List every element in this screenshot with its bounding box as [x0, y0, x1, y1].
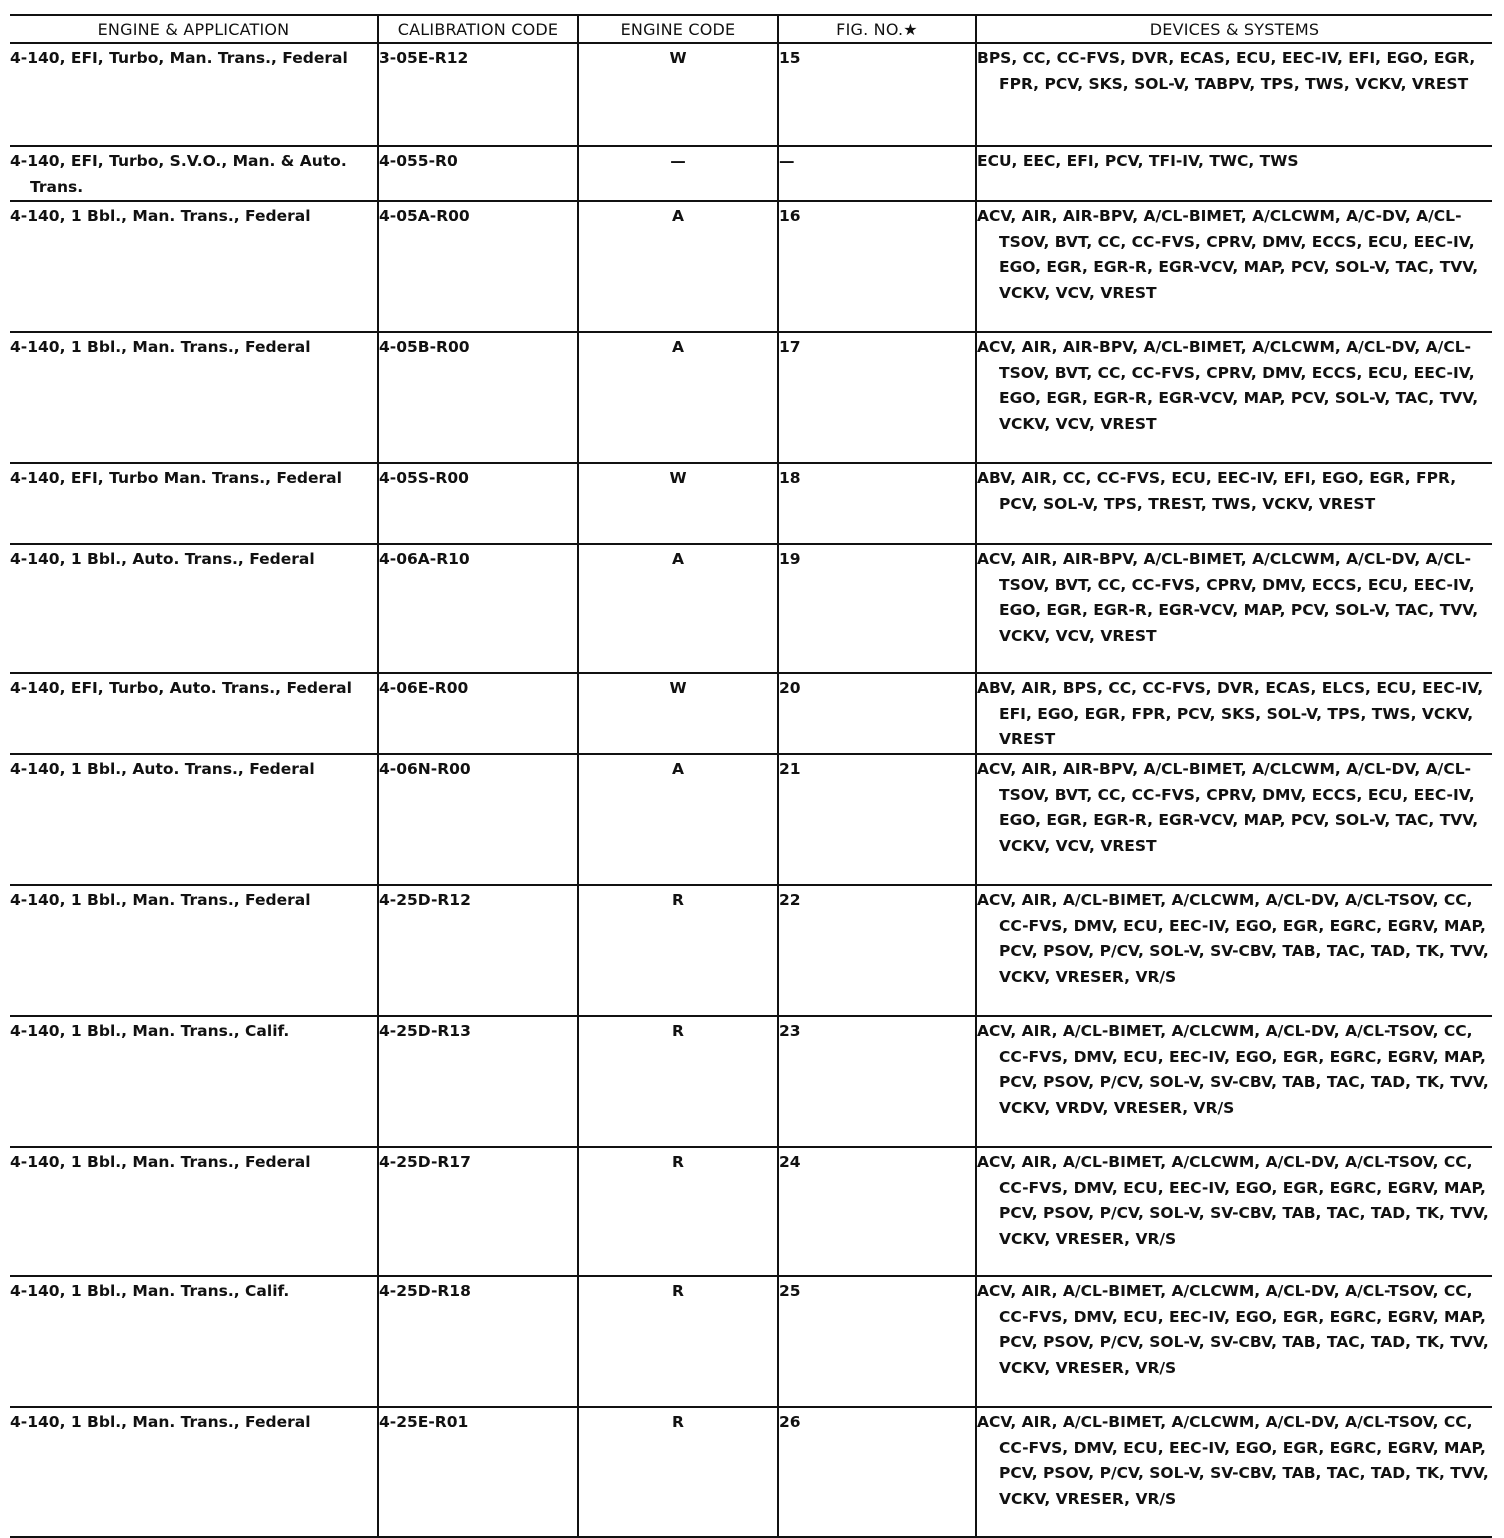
- fig-no-cell: [778, 1276, 976, 1407]
- devices-systems-cell: [976, 1147, 1492, 1276]
- calibration-code-cell-text: 4-06A-R10: [379, 550, 470, 568]
- engine-application-cell-text: 4-140, 1 Bbl., Man. Trans., Federal: [10, 1153, 311, 1171]
- fig-no-cell: [778, 754, 976, 885]
- engine-code-cell-text: R: [672, 1413, 684, 1431]
- table-row: [10, 332, 1492, 463]
- engine-code-cell: [578, 43, 778, 146]
- engine-code-cell: [578, 544, 778, 673]
- engine-application-cell-text: 4-140, 1 Bbl., Man. Trans., Calif.: [10, 1022, 290, 1040]
- table-row: [10, 673, 1492, 754]
- engine-application-cell: [10, 146, 378, 201]
- fig-no-cell-text: 20: [779, 679, 801, 697]
- engine-code-cell-text: W: [669, 49, 687, 67]
- calibration-code-cell: [378, 201, 578, 332]
- engine-code-cell: [578, 673, 778, 754]
- fig-no-cell: [778, 1016, 976, 1147]
- engine-code-cell-text: A: [672, 760, 684, 778]
- devices-systems-cell-text: ACV, AIR, A/CL-BIMET, A/CLCWM, A/CL-DV, A/CL-TSOV, CC, CC-FVS, DMV, ECU, EEC-IV, EGO, EGR, EGRC, EGRV, MAP, PCV, PSOV, P/CV, SOL-V, SV-CBV, TAB, TAC, TAD, TK, TVV, VCKV, VRESER, VR/S: [977, 1153, 1489, 1248]
- engine-code-cell: [578, 463, 778, 544]
- devices-systems-cell-text: ACV, AIR, A/CL-BIMET, A/CLCWM, A/CL-DV, A/CL-TSOV, CC, CC-FVS, DMV, ECU, EEC-IV, EGO, EGR, EGRC, EGRV, MAP, PCV, PSOV, P/CV, SOL-V, SV-CBV, TAB, TAC, TAD, TK, TVV, VCKV, VRESER, VR/S: [977, 891, 1489, 986]
- fig-no-cell-text: 22: [779, 891, 801, 909]
- fig-no-cell-text: 17: [779, 338, 801, 356]
- engine-code-cell-text: R: [672, 1153, 684, 1171]
- fig-no-cell: [778, 673, 976, 754]
- calibration-code-cell-text: 4-25D-R17: [379, 1153, 471, 1171]
- calibration-code-cell-text: 3-05E-R12: [379, 49, 469, 67]
- engine-application-cell: [10, 1016, 378, 1147]
- table-row: [10, 754, 1492, 885]
- header-devices-systems: DEVICES & SYSTEMS: [976, 15, 1492, 43]
- engine-code-cell: [578, 885, 778, 1016]
- engine-code-cell: [578, 146, 778, 201]
- calibration-code-cell-text: 4-055-R0: [379, 152, 458, 170]
- devices-systems-cell: [976, 673, 1492, 754]
- engine-application-cell: [10, 673, 378, 754]
- engine-application-cell-text: 4-140, 1 Bbl., Man. Trans., Calif.: [10, 1282, 290, 1300]
- devices-systems-cell-text: ACV, AIR, A/CL-BIMET, A/CLCWM, A/CL-DV, A/CL-TSOV, CC, CC-FVS, DMV, ECU, EEC-IV, EGO, EGR, EGRC, EGRV, MAP, PCV, PSOV, P/CV, SOL-V, SV-CBV, TAB, TAC, TAD, TK, TVV, VCKV, VRESER, VR/S: [977, 1282, 1489, 1377]
- engine-application-cell-text: 4-140, EFI, Turbo, Man. Trans., Federal: [10, 49, 348, 67]
- devices-systems-cell: [976, 43, 1492, 146]
- engine-application-cell-text: 4-140, 1 Bbl., Man. Trans., Federal: [10, 207, 311, 225]
- devices-systems-cell-text: ACV, AIR, AIR-BPV, A/CL-BIMET, A/CLCWM, A/CL-DV, A/CL-TSOV, BVT, CC, CC-FVS, CPRV, DMV, ECCS, ECU, EEC-IV, EGO, EGR, EGR-R, EGR-VCV, MAP, PCV, SOL-V, TAC, TVV, VCKV, VCV, VREST: [977, 338, 1479, 433]
- calibration-code-cell: [378, 1147, 578, 1276]
- table-row: [10, 146, 1492, 201]
- fig-no-cell-text: —: [779, 152, 795, 170]
- fig-no-cell-text: 21: [779, 760, 801, 778]
- devices-systems-cell: [976, 885, 1492, 1016]
- engine-code-cell-text: W: [669, 679, 687, 697]
- engine-application-cell-text: 4-140, EFI, Turbo, S.V.O., Man. & Auto. Trans.: [10, 152, 347, 196]
- header-engine-code: ENGINE CODE: [578, 15, 778, 43]
- fig-no-cell-text: 19: [779, 550, 801, 568]
- engine-code-cell-text: A: [672, 338, 684, 356]
- engine-code-cell: [578, 1276, 778, 1407]
- engine-application-cell-text: 4-140, 1 Bbl., Man. Trans., Federal: [10, 338, 311, 356]
- calibration-code-cell-text: 4-25D-R13: [379, 1022, 471, 1040]
- engine-application-cell: [10, 1407, 378, 1537]
- header-fig-no: FIG. NO.★: [778, 15, 976, 43]
- fig-no-cell-text: 15: [779, 49, 801, 67]
- devices-systems-cell: [976, 332, 1492, 463]
- calibration-code-cell-text: 4-25E-R01: [379, 1413, 469, 1431]
- engine-application-cell-text: 4-140, 1 Bbl., Man. Trans., Federal: [10, 1413, 311, 1431]
- table-row: [10, 1147, 1492, 1276]
- calibration-code-cell: [378, 754, 578, 885]
- engine-application-cell: [10, 544, 378, 673]
- devices-systems-cell: [976, 146, 1492, 201]
- fig-no-cell-text: 25: [779, 1282, 801, 1300]
- engine-application-cell: [10, 43, 378, 146]
- fig-no-cell: [778, 201, 976, 332]
- engine-application-cell-text: 4-140, EFI, Turbo Man. Trans., Federal: [10, 469, 342, 487]
- fig-no-cell: [778, 463, 976, 544]
- engine-code-cell: [578, 1147, 778, 1276]
- engine-code-cell: [578, 332, 778, 463]
- calibration-code-cell-text: 4-25D-R12: [379, 891, 471, 909]
- calibration-code-cell: [378, 1407, 578, 1537]
- fig-no-cell: [778, 1407, 976, 1537]
- header-row: [10, 15, 1492, 43]
- engine-application-cell-text: 4-140, EFI, Turbo, Auto. Trans., Federal: [10, 679, 352, 697]
- fig-no-cell: [778, 885, 976, 1016]
- devices-systems-cell-text: ACV, AIR, AIR-BPV, A/CL-BIMET, A/CLCWM, A/CL-DV, A/CL-TSOV, BVT, CC, CC-FVS, CPRV, DMV, ECCS, ECU, EEC-IV, EGO, EGR, EGR-R, EGR-VCV, MAP, PCV, SOL-V, TAC, TVV, VCKV, VCV, VREST: [977, 760, 1479, 855]
- devices-systems-cell-text: ACV, AIR, A/CL-BIMET, A/CLCWM, A/CL-DV, A/CL-TSOV, CC, CC-FVS, DMV, ECU, EEC-IV, EGO, EGR, EGRC, EGRV, MAP, PCV, PSOV, P/CV, SOL-V, SV-CBV, TAB, TAC, TAD, TK, TVV, VCKV, VRESER, VR/S: [977, 1413, 1489, 1508]
- calibration-code-cell: [378, 1016, 578, 1147]
- header-engine-application: ENGINE & APPLICATION: [10, 15, 378, 43]
- devices-systems-cell: [976, 463, 1492, 544]
- fig-no-cell: [778, 332, 976, 463]
- devices-systems-cell-text: ACV, AIR, AIR-BPV, A/CL-BIMET, A/CLCWM, A/C-DV, A/CL-TSOV, BVT, CC, CC-FVS, CPRV, DMV, ECCS, ECU, EEC-IV, EGO, EGR, EGR-R, EGR-VCV, MAP, PCV, SOL-V, TAC, TVV, VCKV, VCV, VREST: [977, 207, 1479, 302]
- fig-no-cell: [778, 1147, 976, 1276]
- devices-systems-cell: [976, 544, 1492, 673]
- engine-application-cell-text: 4-140, 1 Bbl., Auto. Trans., Federal: [10, 760, 315, 778]
- fig-no-cell-text: 23: [779, 1022, 801, 1040]
- table-row: [10, 885, 1492, 1016]
- table-row: [10, 43, 1492, 146]
- engine-application-cell-text: 4-140, 1 Bbl., Auto. Trans., Federal: [10, 550, 315, 568]
- engine-code-cell-text: R: [672, 891, 684, 909]
- engine-application-cell: [10, 332, 378, 463]
- calibration-code-cell: [378, 1276, 578, 1407]
- calibration-code-cell-text: 4-06N-R00: [379, 760, 471, 778]
- engine-application-cell: [10, 1276, 378, 1407]
- engine-application-cell: [10, 1147, 378, 1276]
- engine-application-cell: [10, 201, 378, 332]
- table-row: [10, 201, 1492, 332]
- fig-no-cell-text: 16: [779, 207, 801, 225]
- calibration-code-cell: [378, 673, 578, 754]
- calibration-code-cell: [378, 332, 578, 463]
- table-row: [10, 1016, 1492, 1147]
- table-row: [10, 544, 1492, 673]
- devices-systems-cell-text: ACV, AIR, AIR-BPV, A/CL-BIMET, A/CLCWM, A/CL-DV, A/CL-TSOV, BVT, CC, CC-FVS, CPRV, DMV, ECCS, ECU, EEC-IV, EGO, EGR, EGR-R, EGR-VCV, MAP, PCV, SOL-V, TAC, TVV, VCKV, VCV, VREST: [977, 550, 1479, 645]
- engine-code-cell-text: A: [672, 550, 684, 568]
- engine-application-cell: [10, 885, 378, 1016]
- engine-code-cell-text: —: [670, 152, 686, 170]
- engine-application-cell-text: 4-140, 1 Bbl., Man. Trans., Federal: [10, 891, 311, 909]
- devices-systems-cell-text: ABV, AIR, BPS, CC, CC-FVS, DVR, ECAS, ELCS, ECU, EEC-IV, EFI, EGO, EGR, FPR, PCV, SKS, SOL-V, TPS, TWS, VCKV, VREST: [977, 679, 1484, 748]
- devices-systems-cell: [976, 1276, 1492, 1407]
- fig-no-cell-text: 26: [779, 1413, 801, 1431]
- devices-systems-cell-text: ACV, AIR, A/CL-BIMET, A/CLCWM, A/CL-DV, A/CL-TSOV, CC, CC-FVS, DMV, ECU, EEC-IV, EGO, EGR, EGRC, EGRV, MAP, PCV, PSOV, P/CV, SOL-V, SV-CBV, TAB, TAC, TAD, TK, TVV, VCKV, VRDV, VRESER, VR/S: [977, 1022, 1489, 1117]
- devices-systems-cell-text: BPS, CC, CC-FVS, DVR, ECAS, ECU, EEC-IV, EFI, EGO, EGR, FPR, PCV, SKS, SOL-V, TABPV, TPS, TWS, VCKV, VREST: [977, 49, 1476, 93]
- calibration-code-cell: [378, 544, 578, 673]
- calibration-code-cell-text: 4-25D-R18: [379, 1282, 471, 1300]
- table-row: [10, 1276, 1492, 1407]
- calibration-code-cell-text: 4-05A-R00: [379, 207, 470, 225]
- fig-no-cell: [778, 146, 976, 201]
- devices-systems-cell: [976, 1016, 1492, 1147]
- devices-systems-cell: [976, 754, 1492, 885]
- calibration-code-cell-text: 4-05B-R00: [379, 338, 470, 356]
- fig-no-cell: [778, 544, 976, 673]
- table-row: [10, 1407, 1492, 1537]
- calibration-code-cell: [378, 43, 578, 146]
- header-calibration-code: CALIBRATION CODE: [378, 15, 578, 43]
- engine-code-cell: [578, 201, 778, 332]
- fig-no-cell-text: 18: [779, 469, 801, 487]
- engine-code-cell-text: A: [672, 207, 684, 225]
- table-row: [10, 463, 1492, 544]
- calibration-code-cell: [378, 885, 578, 1016]
- fig-no-cell: [778, 43, 976, 146]
- engine-code-cell: [578, 1407, 778, 1537]
- engine-application-cell: [10, 463, 378, 544]
- calibration-table: [10, 14, 1492, 1538]
- devices-systems-cell: [976, 201, 1492, 332]
- devices-systems-cell: [976, 1407, 1492, 1537]
- engine-code-cell: [578, 754, 778, 885]
- engine-code-cell-text: R: [672, 1022, 684, 1040]
- calibration-code-cell: [378, 146, 578, 201]
- calibration-code-cell-text: 4-06E-R00: [379, 679, 469, 697]
- engine-code-cell-text: W: [669, 469, 687, 487]
- devices-systems-cell-text: ECU, EEC, EFI, PCV, TFI-IV, TWC, TWS: [977, 152, 1299, 170]
- engine-application-cell: [10, 754, 378, 885]
- engine-code-cell-text: R: [672, 1282, 684, 1300]
- calibration-code-cell: [378, 463, 578, 544]
- fig-no-cell-text: 24: [779, 1153, 801, 1171]
- calibration-code-cell-text: 4-05S-R00: [379, 469, 469, 487]
- devices-systems-cell-text: ABV, AIR, CC, CC-FVS, ECU, EEC-IV, EFI, EGO, EGR, FPR, PCV, SOL-V, TPS, TREST, TWS, VCKV, VREST: [977, 469, 1457, 513]
- engine-code-cell: [578, 1016, 778, 1147]
